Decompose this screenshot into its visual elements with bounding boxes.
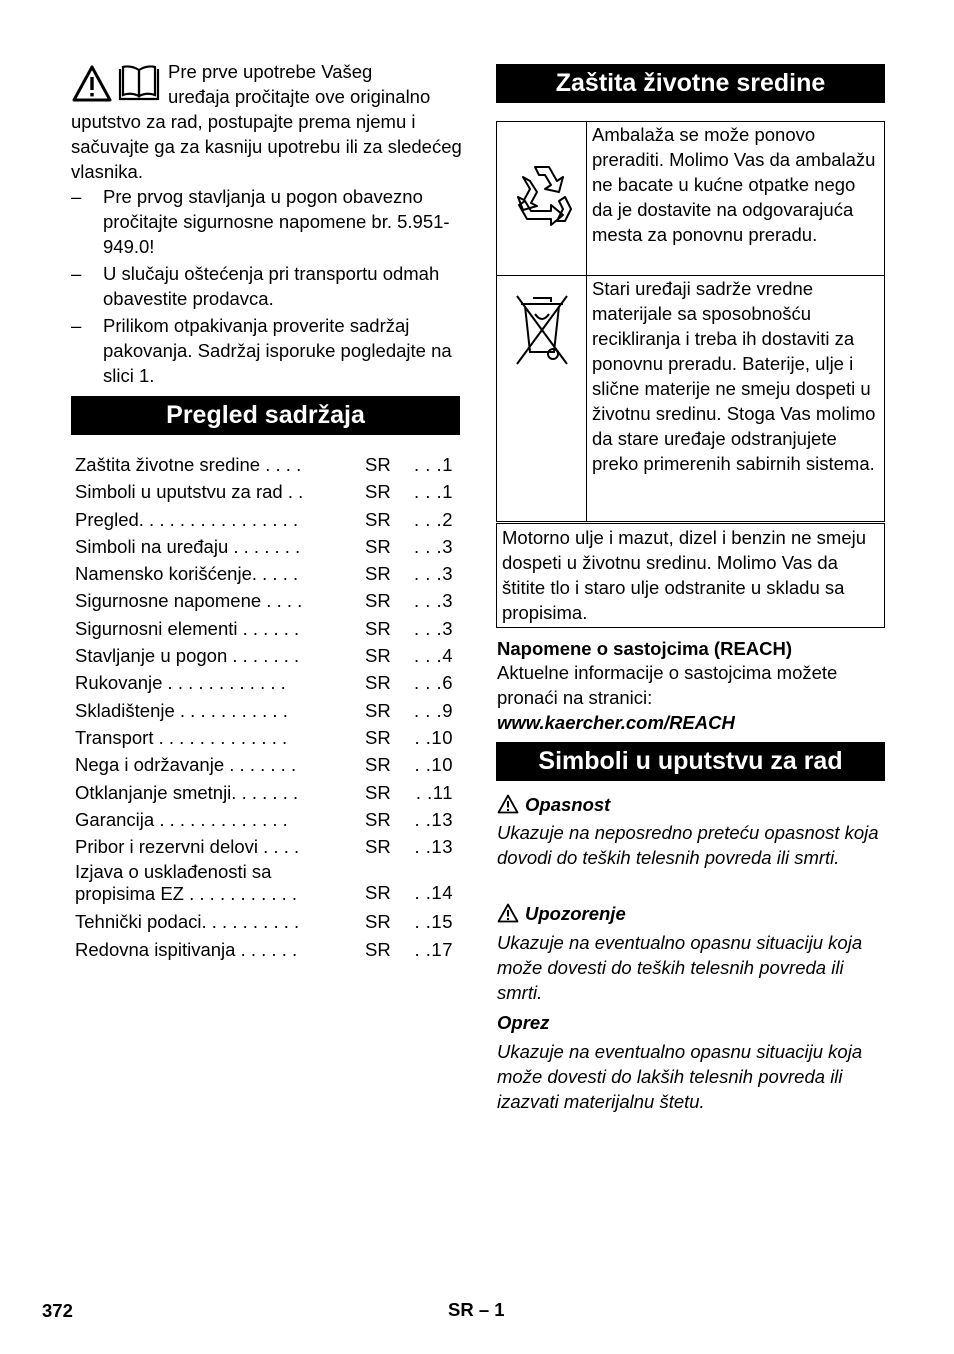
reach-title: Napomene o sastojcima (REACH) — [497, 638, 793, 659]
caution-title: Oprez — [497, 1012, 550, 1033]
toc-entry-page: . .13 — [414, 836, 453, 858]
toc-entry-title: Transport . . . . . . . . . . . . . — [75, 726, 288, 748]
toc-entry-code: SR — [365, 938, 391, 960]
danger-title: Opasnost — [525, 794, 611, 815]
toc-entry-page: . . .3 — [414, 617, 453, 639]
toc-heading: Pregled sadržaja — [71, 396, 460, 435]
toc-entry — [75, 724, 460, 751]
intro-text-rest: uputstvo za rad, postupajte prema njemu i sačuvajte ga za kasniju upotrebu ili za sledećeg vlasnika. — [71, 111, 462, 182]
page-number: 372 — [42, 1300, 73, 1321]
toc-entry-code: SR — [365, 454, 391, 475]
table-row — [497, 122, 885, 276]
table-row — [497, 276, 885, 522]
intro-line-1: Pre prve upotrebe Vašeg — [168, 61, 373, 82]
toc-entry — [75, 751, 460, 778]
table-of-contents — [75, 451, 460, 963]
toc-entry — [75, 697, 460, 724]
danger-text: Ukazuje na neposredno preteću opasnost koja dovodi do teških telesnih povreda ili smrti. — [497, 822, 879, 868]
reach-text: Aktuelne informacije o sastojcima možete pronaći na stranici: — [497, 662, 838, 708]
toc-entry — [75, 560, 460, 587]
toc-entry — [75, 506, 460, 533]
warning-triangle-icon — [497, 794, 519, 814]
toc-entry-page: . . .4 — [414, 645, 453, 667]
oil-notice-box: Motorno ulje i mazut, dizel i benzin ne smeju dospeti u životnu sredinu. Molimo Vas da štitite tlo i staro ulje odstranite u skladu sa propisima. — [496, 523, 885, 628]
warning-title-row — [497, 901, 626, 926]
toc-entry-code: SR — [365, 672, 391, 694]
warning-triangle-icon — [497, 903, 519, 923]
crossed-bin-icon — [513, 292, 571, 368]
toc-entry-title: Izjava o usklađenosti sa propisima EZ . . . . . . . . . . . — [75, 861, 298, 905]
dash-marker: – — [71, 315, 82, 336]
toc-entry-code: SR — [365, 754, 391, 776]
toc-entry — [75, 615, 460, 642]
weee-icon-cell — [497, 276, 587, 522]
reach-url: www.kaercher.com/REACH — [497, 712, 735, 733]
toc-entry — [75, 806, 460, 833]
toc-entry-code: SR — [365, 911, 391, 933]
toc-entry-code: SR — [365, 590, 391, 612]
toc-entry-page: . . .2 — [414, 508, 453, 530]
environment-heading: Zaštita životne sredine — [496, 64, 885, 103]
weee-text: Stari uređaji sadrže vredne materijale sa sposobnošću recikliranja i treba ih dostaviti za ponovnu preradu. Baterije, ulje i slične materije ne smeju dospeti u životnu sredinu. Stoga Vas molimo da stare uređaje odstranjujete preko primerenih sabirnih sistema. — [587, 276, 885, 522]
bullet-text: U slučaju oštećenja pri transportu odmah obavestite prodavca. — [103, 263, 440, 309]
symbols-heading: Simboli u uputstvu za rad — [496, 742, 885, 781]
toc-entry-page: . . .1 — [414, 454, 453, 475]
toc-entry-code: SR — [365, 808, 391, 830]
toc-entry-code: SR — [365, 699, 391, 721]
warning-title: Upozorenje — [525, 903, 626, 924]
dash-marker: – — [71, 263, 82, 284]
toc-entry — [75, 642, 460, 669]
toc-entry-code: SR — [365, 508, 391, 530]
warning-triangle-icon — [74, 67, 110, 100]
toc-entry — [75, 533, 460, 560]
warning-text: Ukazuje na eventualno opasnu situaciju koja može dovesti do teških telesnih povreda ili smrti. — [497, 932, 863, 1003]
list-item — [71, 313, 466, 388]
toc-entry-code: SR — [365, 836, 391, 858]
toc-entry-page: . .14 — [414, 882, 453, 904]
recycle-text: Ambalaža se može ponovo preraditi. Molimo Vas da ambalažu ne bacate u kućne otpatke nego da je dostavite na odgovarajuća mesta za ponovnu preradu. — [587, 122, 885, 276]
manual-book-icon — [120, 66, 158, 99]
environment-table — [496, 121, 885, 522]
toc-entry-title: Otklanjanje smetnji. . . . . . . — [75, 781, 299, 803]
toc-entry — [75, 860, 460, 908]
toc-entry-page: . .13 — [414, 808, 453, 830]
toc-entry-code: SR — [365, 535, 391, 557]
toc-entry — [75, 587, 460, 614]
toc-entry-title: Skladištenje . . . . . . . . . . . — [75, 699, 288, 721]
bullet-text: Pre prvog stavljanja u pogon obavezno pročitajte sigurnosne napomene br. 5.951-949.0! — [103, 186, 450, 257]
recycle-icon — [505, 159, 579, 233]
toc-entry-title: Rukovanje . . . . . . . . . . . . — [75, 672, 286, 694]
toc-entry-page: . .17 — [414, 938, 453, 960]
toc-entry-page: . .10 — [414, 754, 453, 776]
warning-manual-icons — [72, 64, 162, 104]
toc-entry — [75, 478, 460, 505]
toc-entry — [75, 451, 460, 478]
toc-entry-title: Tehnički podaci. . . . . . . . . . — [75, 911, 300, 933]
toc-entry — [75, 669, 460, 696]
toc-entry-code: SR — [365, 726, 391, 748]
toc-entry-title: Garancija . . . . . . . . . . . . . — [75, 808, 288, 830]
toc-entry-title: Pregled. . . . . . . . . . . . . . . . — [75, 508, 299, 530]
toc-entry-page: . . .9 — [414, 699, 453, 721]
toc-entry-page: . . .3 — [414, 535, 453, 557]
toc-entry-page: . . .1 — [414, 481, 453, 503]
toc-entry-code: SR — [365, 563, 391, 585]
toc-entry-page: . .11 — [415, 781, 453, 803]
toc-entry-title: Sigurnosni elementi . . . . . . — [75, 617, 300, 639]
toc-entry — [75, 779, 460, 806]
intro-text-top — [168, 59, 468, 109]
toc-entry-page: . . .3 — [414, 563, 453, 585]
toc-entry-title: Sigurnosne napomene . . . . — [75, 590, 303, 612]
toc-entry — [75, 936, 460, 963]
intro-bullet-list — [71, 184, 466, 390]
toc-entry-title: Pribor i rezervni delovi . . . . — [75, 836, 300, 858]
toc-entry-code: SR — [365, 481, 391, 503]
toc-entry — [75, 908, 460, 935]
bullet-text: Prilikom otpakivanja proverite sadržaj pakovanja. Sadržaj isporuke pogledajte na slici 1. — [103, 315, 452, 386]
toc-entry-title: Simboli u uputstvu za rad . . — [75, 481, 304, 503]
list-item — [71, 261, 466, 311]
toc-entry-title: Namensko korišćenje. . . . . — [75, 563, 299, 585]
toc-entry-code: SR — [365, 617, 391, 639]
toc-entry-code: SR — [365, 645, 391, 667]
toc-entry-code: SR — [365, 781, 391, 803]
toc-entry-page: . .10 — [414, 726, 453, 748]
toc-entry-title: Simboli na uređaju . . . . . . . — [75, 535, 301, 557]
danger-title-row — [497, 792, 610, 817]
recycle-icon-cell — [497, 122, 587, 276]
toc-entry-page: . . .3 — [414, 590, 453, 612]
toc-entry-code: SR — [365, 882, 391, 904]
toc-entry — [75, 833, 460, 860]
toc-entry-title: Stavljanje u pogon . . . . . . . — [75, 645, 300, 667]
dash-marker: – — [71, 186, 82, 207]
intro-line-2: uređaja pročitajte ove originalno — [168, 86, 431, 107]
toc-entry-page: . . .6 — [414, 672, 453, 694]
language-page-label: SR – 1 — [448, 1299, 505, 1320]
toc-entry-title: Nega i održavanje . . . . . . . — [75, 754, 297, 776]
caution-text: Ukazuje na eventualno opasnu situaciju koja može dovesti do lakših telesnih povreda ili izazvati materijalnu štetu. — [497, 1041, 863, 1112]
toc-entry-title: Zaštita životne sredine . . . . — [75, 454, 302, 475]
toc-entry-page: . .15 — [414, 911, 453, 933]
toc-entry-title: Redovna ispitivanja . . . . . . — [75, 938, 298, 960]
list-item — [71, 184, 466, 259]
